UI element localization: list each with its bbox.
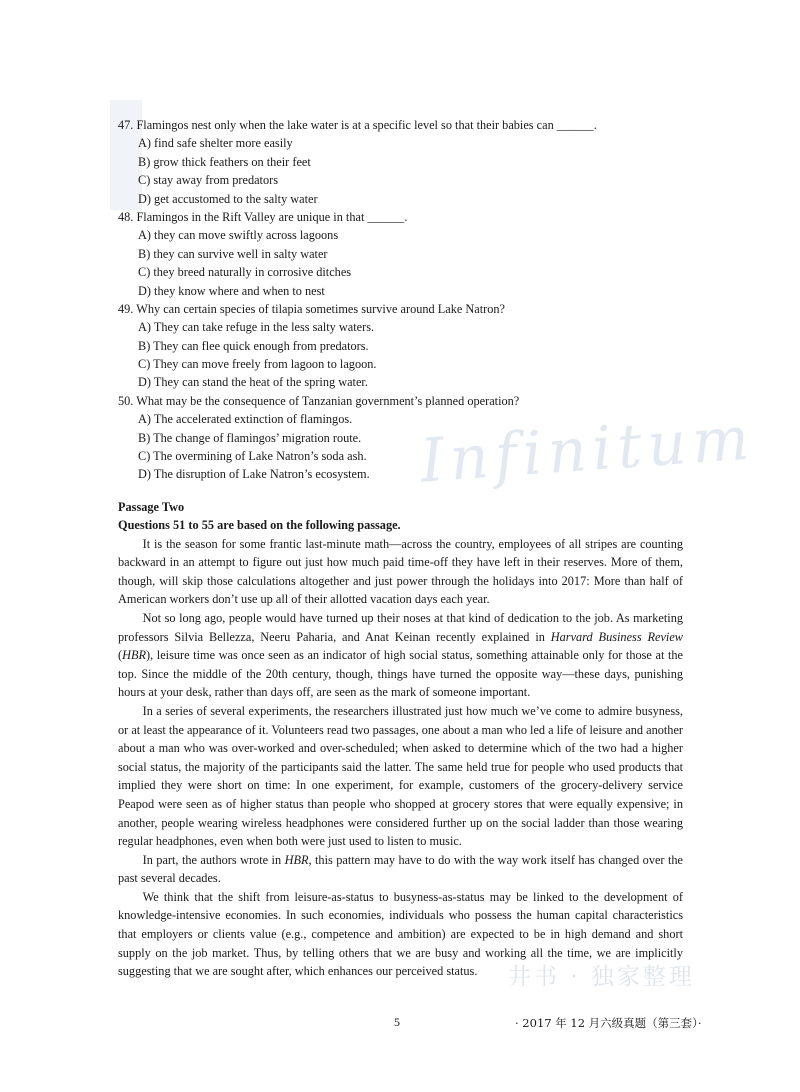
option-b: B) they can survive well in salty water [138, 246, 328, 261]
paragraph-text: ( [118, 648, 123, 663]
option-c: C) they breed naturally in corrosive ditches [138, 265, 352, 280]
passage-paragraph-5: We think that the shift from leisure-as-status to busyness-as-status may be linked to the development of knowledge-intensive economies. In such economies, individuals who possess the human capital characteristics that employers or clients value (e.g., competence and ambition) are expected to be in high demand and short supply on the job market. Thus, by telling others that we are busy and working all the time, we are implicitly suggesting that we are sought after, which enhances our perceived status. [118, 889, 683, 979]
journal-title: Harvard Business Review [550, 629, 683, 644]
option-d: D) they know where and when to nest [138, 283, 325, 298]
question-48 [118, 208, 683, 300]
page-number: 5 [394, 1015, 400, 1029]
option-b: B) The change of flamingos’ migration route. [138, 430, 362, 445]
passage-paragraph-3: In a series of several experiments, the researchers illustrated just how much we’ve come to admire busyness, or at least the appearance of it. Volunteers read two passages, one about a man who led a life of leisure and another about a man who was over-worked and over-scheduled; when asked to determine which of the two had a higher social status, the majority of the participants said the latter. The same held true for people who used products that implied they were short on time: In one experiment, for example, customers of the grocery-delivery service Peapod were seen as of higher status than people who shopped at grocery stores that were equally expensive; in another, people wearing wireless headphones were considered further up on the social ladder than those wearing regular headphones, even when both were just used to listen to music. [118, 703, 683, 849]
question-stem: 49. Why can certain species of tilapia sometimes survive around Lake Natron? [118, 301, 505, 316]
journal-abbreviation: HBR [284, 852, 309, 867]
option-b: B) They can flee quick enough from predators. [138, 338, 369, 353]
passage-title: Passage Two [118, 499, 185, 514]
question-stem: 50. What may be the consequence of Tanzanian government’s planned operation? [118, 393, 520, 408]
watermark-script: Infinitum [417, 403, 758, 497]
watermark-stamp: 井书 · 独家整理 [508, 964, 695, 990]
option-a: A) they can move swiftly across lagoons [138, 228, 339, 243]
paragraph-text: , this pattern may have to do with the way work itself has changed over the past several decades. [118, 852, 683, 886]
option-d: D) The disruption of Lake Natron’s ecosystem. [138, 467, 370, 482]
question-47 [118, 116, 683, 208]
passage-paragraph-4 [118, 851, 683, 888]
option-d: D) get accustomed to the salty water [138, 191, 318, 206]
question-stem: 48. Flamingos in the Rift Valley are unique in that ______. [118, 209, 408, 224]
footer-source: · 2017 年 12 月六级真题（第三套）· [515, 1016, 702, 1030]
paragraph-text: Not so long ago, people would have turned up their noses at that kind of dedication to the job. As marketing professors Silvia Bellezza, Neeru Paharia, and Anat Keinan recently explained in [118, 610, 683, 644]
page-content [118, 116, 683, 981]
journal-abbreviation: HBR [122, 648, 147, 663]
option-b: B) grow thick feathers on their feet [138, 154, 311, 169]
passage-paragraph-1: It is the season for some frantic last-minute math—across the country, employees of all stripes are counting backward in an attempt to figure out just how much paid time-off they have left in their reserves. More of them, though, will skip those calculations altogether and just power through the holidays into 2017: More than half of American workers don’t use up all of their allotted vacation days each year. [118, 536, 683, 607]
passage-paragraph-2 [118, 609, 683, 702]
question-stem: 47. Flamingos nest only when the lake water is at a specific level so that their babies can ______. [118, 118, 597, 132]
option-c: C) The overmining of Lake Natron’s soda ash. [138, 449, 367, 464]
paragraph-text: ), leisure time was once seen as an indicator of high social status, something attainable only for those at the top. Since the middle of the 20th century, though, things have turned the opposite way—these days, punishing hours at your desk, rather than days off, are seen as the mark of someone important. [118, 648, 683, 700]
option-a: A) The accelerated extinction of flamingos. [138, 412, 353, 427]
question-49 [118, 300, 683, 392]
option-c: C) They can move freely from lagoon to lagoon. [138, 357, 377, 372]
option-c: C) stay away from predators [138, 173, 279, 188]
option-d: D) They can stand the heat of the spring water. [138, 375, 368, 390]
option-a: A) find safe shelter more easily [138, 136, 293, 151]
paragraph-text: In part, the authors wrote in [142, 852, 285, 867]
passage-instruction: Questions 51 to 55 are based on the following passage. [118, 518, 401, 533]
question-50 [118, 392, 683, 484]
option-a: A) They can take refuge in the less salty waters. [138, 320, 375, 335]
